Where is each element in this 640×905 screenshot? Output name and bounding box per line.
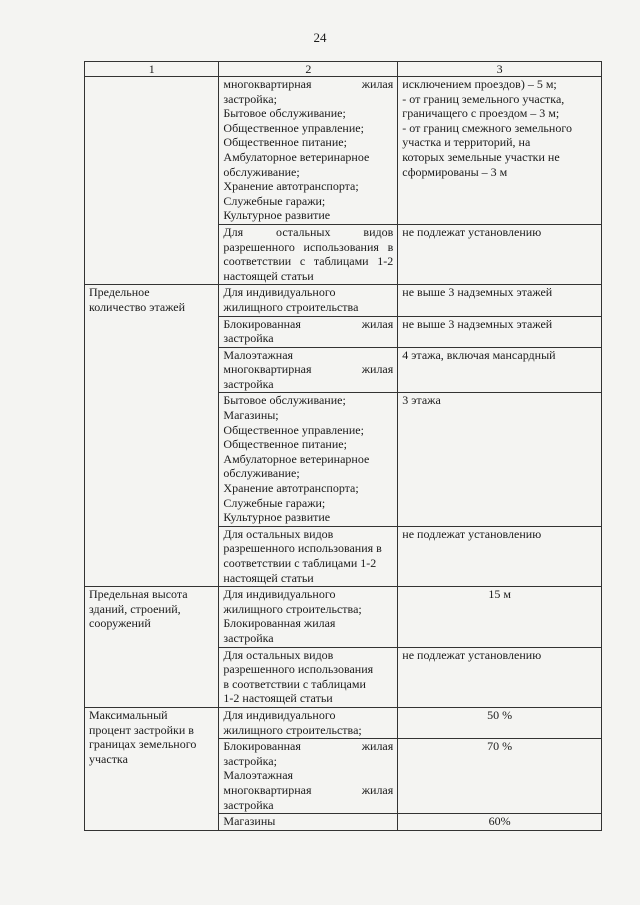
cell-line: Общественное питание; (223, 135, 347, 150)
value-line: - от границ земельного участка, (402, 91, 565, 106)
column-header: 3 (398, 62, 602, 77)
cell-line: Для остальных видов (223, 224, 394, 239)
value-line: не подлежат установлению (402, 224, 542, 239)
cell-line: Для индивидуального (223, 587, 336, 602)
use-cell (219, 285, 398, 316)
value-line: 3 этажа (402, 393, 441, 408)
cell-line: жилищного строительства (223, 299, 359, 314)
use-cell (219, 526, 398, 586)
cell-line: Блокированная жилая (223, 739, 394, 754)
value-cell (398, 316, 602, 347)
use-cell (219, 393, 398, 526)
use-cell (219, 647, 398, 707)
cell-line: жилищного строительства; (223, 601, 362, 616)
value-cell (398, 347, 602, 393)
cell-line: разрешенного использования (223, 662, 374, 677)
cell-line: Служебные гаражи; (223, 193, 326, 208)
cell-line: разрешенного использования в (223, 239, 394, 254)
table-row (85, 707, 602, 738)
value-line: 4 этажа, включая мансардный (402, 347, 556, 362)
use-cell (219, 224, 398, 284)
cell-line: Общественное управление; (223, 120, 364, 135)
cell-line: застройка (223, 376, 274, 391)
cell-line: настоящей статьи (223, 268, 314, 283)
cell-line: Магазины (223, 814, 276, 829)
cell-line: Хранение автотранспорта; (223, 481, 359, 496)
cell-line: Амбулаторное ветеринарное (223, 451, 370, 466)
cell-line: многоквартирная жилая (223, 782, 394, 797)
cell-line: Бытовое обслуживание; (223, 106, 346, 121)
table-row (85, 77, 602, 225)
cell-line: Бытовое обслуживание; (223, 393, 346, 408)
cell-line: многоквартирная жилая (223, 77, 394, 91)
cell-line: 1-2 настоящей статьи (223, 691, 333, 706)
cell-line: Для остальных видов (223, 647, 334, 662)
cell-line: соответствии с таблицами 1-2 (223, 254, 394, 269)
cell-line: Для остальных видов (223, 526, 334, 541)
cell-line: Малоэтажная (223, 347, 294, 362)
value-line: не выше 3 надземных этажей (402, 285, 553, 300)
cell-line: количество этажей (89, 299, 186, 314)
cell-line: в соответствии с таблицами (223, 676, 366, 691)
value-line: граничащего с проездом – 3 м; (402, 106, 560, 121)
cell-line: жилищного строительства; (223, 722, 362, 737)
cell-line: застройка; (223, 753, 277, 768)
cell-line: обслуживание; (223, 164, 300, 179)
value-line: сформированы – 3 м (402, 164, 508, 179)
cell-line: Блокированная жилая (223, 616, 336, 631)
value-cell (398, 707, 602, 738)
use-cell (219, 77, 398, 225)
cell-line: Малоэтажная (223, 768, 294, 783)
value-line: которых земельные участки не (402, 149, 560, 164)
table-row (85, 587, 602, 647)
value-cell (398, 587, 602, 647)
value-line: 50 % (487, 707, 513, 722)
cell-line: границах земельного (89, 737, 197, 752)
use-cell (219, 316, 398, 347)
value-line: не подлежат установлению (402, 526, 542, 541)
cell-line: настоящей статьи (223, 570, 314, 585)
use-cell (219, 739, 398, 814)
cell-line: сооружений (89, 616, 151, 631)
value-line: 70 % (487, 739, 513, 754)
cell-line: застройка (223, 331, 274, 346)
cell-line: Для индивидуального (223, 285, 336, 300)
column-header: 1 (85, 62, 219, 77)
cell-line: Максимальный (89, 707, 168, 722)
value-cell (398, 739, 602, 814)
cell-line: Культурное развитие (223, 208, 331, 223)
cell-line: Предельная высота (89, 587, 188, 602)
value-cell (398, 526, 602, 586)
page-number: 24 (313, 30, 327, 45)
value-line: исключением проездов) – 5 м; (402, 77, 557, 91)
cell-line: застройка (223, 630, 274, 645)
parameter-cell (85, 77, 219, 285)
value-line: 60% (488, 814, 511, 829)
cell-line: Предельное (89, 285, 150, 300)
use-cell (219, 707, 398, 738)
cell-line: участка (89, 751, 128, 766)
cell-line: застройка (223, 797, 274, 812)
cell-line: Культурное развитие (223, 510, 331, 525)
value-line: не подлежат установлению (402, 647, 542, 662)
value-cell (398, 224, 602, 284)
value-cell (398, 814, 602, 831)
use-cell (219, 347, 398, 393)
cell-line: Служебные гаражи; (223, 495, 326, 510)
cell-line: Амбулаторное ветеринарное (223, 149, 370, 164)
value-line: 15 м (488, 587, 511, 602)
cell-line: Для индивидуального (223, 707, 336, 722)
value-line: - от границ смежного земельного (402, 120, 572, 135)
cell-line: Хранение автотранспорта; (223, 179, 359, 194)
parameter-cell (85, 587, 219, 708)
cell-line: соответствии с таблицами 1-2 (223, 556, 377, 570)
value-line: не выше 3 надземных этажей (402, 316, 553, 331)
table-header-row (85, 62, 602, 77)
value-cell (398, 393, 602, 526)
table-row (85, 285, 602, 316)
regulations-table (84, 61, 602, 831)
cell-line: разрешенного использования в (223, 541, 382, 556)
cell-line: Магазины; (223, 408, 279, 423)
value-cell (398, 285, 602, 316)
cell-line: Общественное питание; (223, 437, 347, 452)
use-cell (219, 814, 398, 831)
value-line: участка и территорий, на (402, 135, 531, 150)
parameter-cell (85, 285, 219, 587)
cell-line: процент застройки в (89, 722, 194, 737)
use-cell (219, 587, 398, 647)
cell-line: Общественное управление; (223, 422, 364, 437)
cell-line: Блокированная жилая (223, 316, 394, 331)
column-header: 2 (219, 62, 398, 77)
cell-line: зданий, строений, (89, 601, 181, 616)
cell-line: застройка; (223, 91, 277, 106)
value-cell (398, 647, 602, 707)
cell-line: многоквартирная жилая (223, 362, 394, 377)
value-cell (398, 77, 602, 225)
parameter-cell (85, 707, 219, 830)
cell-line: обслуживание; (223, 466, 300, 481)
